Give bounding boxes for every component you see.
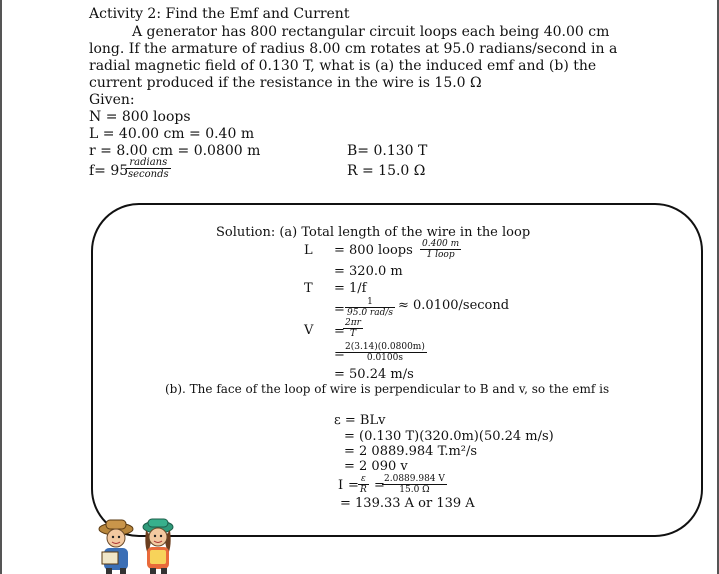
period-equals: = (334, 302, 345, 317)
given-n: N = 800 loops (89, 109, 191, 125)
page-edge-left (0, 0, 2, 574)
velocity-equals: = (334, 324, 345, 339)
given-f-denominator: seconds (128, 169, 169, 180)
current-label: I (338, 478, 344, 493)
period-result: ≈ 0.0100/second (398, 298, 510, 313)
problem-line-2: long. If the armature of radius 8.00 cm rotates at 95.0 radians/second in a (89, 41, 618, 57)
velocity-fraction-2-denominator: 0.0100s (366, 353, 403, 363)
students-illustration-icon (92, 516, 188, 574)
given-f: f= 95 (89, 163, 129, 179)
problem-line-4: current produced if the resistance in the wire is 15.0 Ω (89, 75, 482, 91)
current-equals-2: = (374, 478, 385, 493)
period-fraction (345, 297, 395, 318)
current-fraction-2-numerator: 2.0889.984 V (384, 474, 445, 484)
velocity-label: V (304, 323, 314, 338)
length-fraction (420, 239, 461, 260)
given-heading: Given: (89, 92, 135, 108)
current-fraction-2-denominator: 15.0 Ω (399, 485, 430, 495)
velocity-equals-2: = (334, 347, 345, 362)
given-f-fraction (126, 157, 171, 180)
length-fraction-numerator: 0.400 m (422, 239, 460, 249)
activity-title: Activity 2: Find the Emf and Current (89, 6, 350, 22)
period-fraction-denominator: 95.0 rad/s (347, 308, 393, 318)
current-fraction-2 (382, 474, 447, 495)
emf-line-3: = 2 0889.984 T.m²/s (344, 444, 478, 459)
given-l: L = 40.00 cm = 0.40 m (89, 126, 255, 142)
velocity-result: = 50.24 m/s (334, 367, 414, 382)
velocity-fraction-2-numerator: 2(3.14)(0.0800m) (345, 342, 425, 352)
emf-line-2: = (0.130 T)(320.0m)(50.24 m/s) (344, 429, 554, 444)
current-fraction-1 (358, 474, 369, 495)
length-fraction-denominator: 1 loop (426, 250, 455, 260)
given-b: B= 0.130 T (347, 143, 428, 159)
emf-line-1: ε = BLv (334, 413, 386, 428)
emf-line-4: = 2 090 v (344, 459, 408, 474)
current-fraction-1-numerator: ε (358, 474, 369, 485)
length-label: L (304, 243, 313, 258)
part-b-statement: (b). The face of the loop of wire is perpendicular to B and v, so the emf is (165, 382, 610, 396)
current-fraction-1-denominator: R (360, 485, 367, 495)
current-result: = 139.33 A or 139 A (340, 496, 475, 511)
period-equation: = 1/f (334, 281, 367, 296)
given-resistance: R = 15.0 Ω (347, 163, 426, 179)
velocity-fraction-2 (343, 342, 427, 363)
period-label: T (304, 281, 313, 296)
length-result: = 320.0 m (334, 264, 403, 279)
problem-line-1: A generator has 800 rectangular circuit loops each being 40.00 cm (132, 24, 610, 40)
period-fraction-numerator: 1 (345, 297, 395, 308)
current-equals: = (348, 478, 359, 493)
velocity-fraction-numerator: 2πr (345, 318, 361, 328)
length-equation: = 800 loops (334, 243, 413, 258)
problem-line-3: radial magnetic field of 0.130 T, what is (a) the induced emf and (b) the (89, 58, 597, 74)
given-f-numerator: radians (126, 157, 171, 169)
velocity-fraction-denominator: T (349, 329, 356, 339)
velocity-fraction (343, 318, 363, 339)
given-r: r = 8.00 cm = 0.0800 m (89, 143, 261, 159)
solution-heading: Solution: (a) Total length of the wire in the loop (216, 225, 531, 240)
